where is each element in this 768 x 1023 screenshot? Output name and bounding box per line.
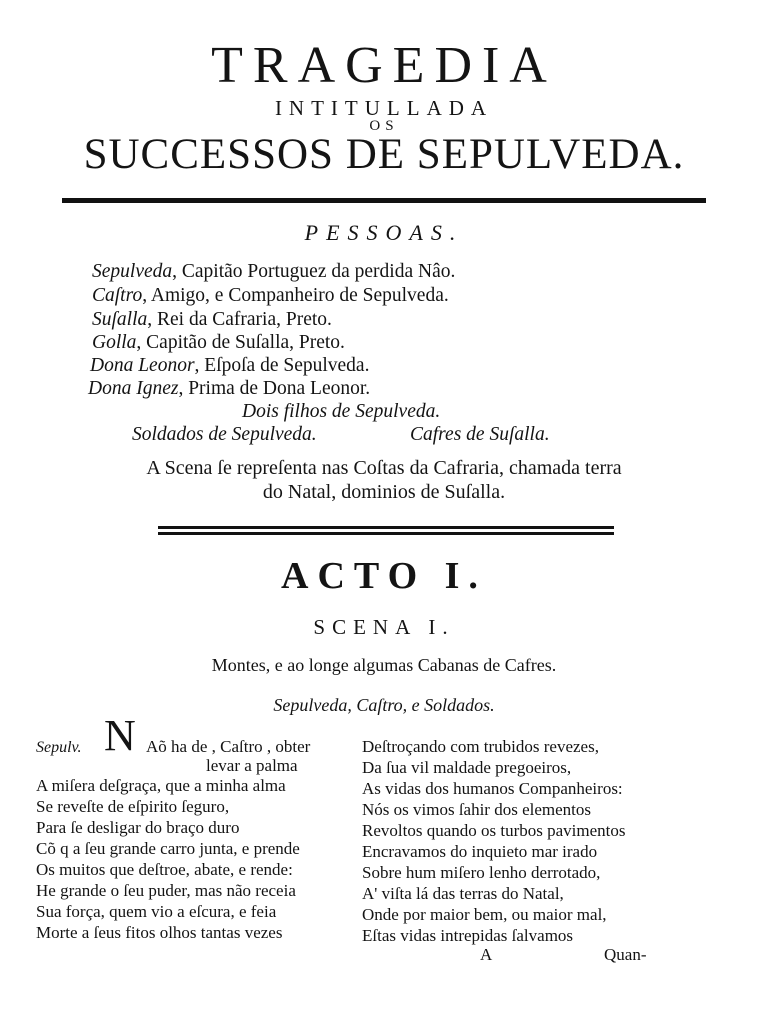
signature-mark: A <box>480 945 493 964</box>
catchword: Quan- <box>604 945 647 964</box>
scene-title: SCENA I. <box>313 615 455 639</box>
cast-line-4 <box>92 331 345 354</box>
cast-soldiers: Soldados de Sepulveda. <box>132 424 317 445</box>
cast-name: Suſalla <box>92 309 148 330</box>
verse-left-1: Aõ ha de , Caſtro , obter <box>146 737 311 756</box>
section-rule-bottom <box>158 532 614 535</box>
cast-line-6 <box>88 377 370 400</box>
verse-left-7: Os muitos que deſtroe, abate, e rende: <box>36 860 293 879</box>
cast-desc: , Prima de Dona Leonor. <box>178 378 371 399</box>
verse-left-3: A miſera deſgraça, que a minha alma <box>36 776 286 795</box>
main-title: SUCCESSOS DE SEPULVEDA. <box>83 131 685 178</box>
verse-right-9: Onde por maior bem, ou maior mal, <box>362 905 607 924</box>
verse-left-8: He grande o ſeu puder, mas não receia <box>36 881 296 900</box>
speaker-label: Sepulv. <box>36 739 82 756</box>
cast-desc: , Rei da Cafraria, Preto. <box>147 309 332 330</box>
verse-left-6: Cõ q a ſeu grande carro junta, e prende <box>36 839 300 858</box>
cast-name: Golla <box>92 332 137 353</box>
verse-right-6: Encravamos do inquieto mar irado <box>362 842 598 861</box>
cast-desc: , Amigo, e Companheiro de Sepulveda. <box>142 285 449 306</box>
title-article: OS <box>369 118 399 134</box>
cast-sons: Dois filhos de Sepulveda. <box>242 401 441 422</box>
title: TRAGEDIA <box>211 37 557 94</box>
drop-cap: N <box>104 711 136 760</box>
verse-right-10: Eſtas vidas intrepidas ſalvamos <box>362 926 574 945</box>
section-rule-top <box>158 526 614 529</box>
verse-left-4: Se reveſte de eſpirito ſeguro, <box>36 797 230 816</box>
verse-left-10: Morte a ſeus fitos olhos tantas vezes <box>36 923 283 942</box>
cast-name: Dona Ignez <box>88 378 179 399</box>
cast-line-2 <box>92 284 449 307</box>
cast-name: Sepulveda <box>92 261 173 282</box>
subtitle: INTITULLADA <box>274 96 494 120</box>
verse-right-3: As vidas dos humanos Companheiros: <box>362 779 623 798</box>
act-title: ACTO I. <box>281 555 487 597</box>
cast-name: Caſtro <box>92 285 143 306</box>
scene-setting: Montes, e ao longe algumas Cabanas de Cafres. <box>211 655 557 675</box>
verse-right-7: Sobre hum miſero lenho derrotado, <box>362 863 601 882</box>
verse-left-5: Para ſe desligar do braço duro <box>36 818 240 837</box>
verse-right-1: Deſtroçando com trubidos revezes, <box>362 737 599 756</box>
pessoas-heading: PESSOAS. <box>304 220 464 245</box>
cast-line-1 <box>92 260 455 283</box>
verse-left-2: levar a palma <box>206 756 298 775</box>
title-rule <box>62 198 706 203</box>
cast-line-3 <box>92 308 332 331</box>
verse-right-5: Revoltos quando os turbos pavimentos <box>362 821 626 840</box>
cast-line-5 <box>90 354 369 377</box>
scene-description-line-1: A Scena ſe repreſenta nas Coſtas da Cafraria, chamada terra <box>146 457 622 479</box>
cast-kaffirs: Cafres de Suſalla. <box>410 424 550 445</box>
cast-desc: , Capitão de Suſalla, Preto. <box>136 332 345 353</box>
verse-right-4: Nós os vimos ſahir dos elementos <box>362 800 592 819</box>
cast-desc: , Capitão Portuguez da perdida Nâo. <box>172 261 456 282</box>
verse-right-8: A' viſta lá das terras do Natal, <box>362 884 564 903</box>
scene-description-line-2: do Natal, dominios de Suſalla. <box>262 481 506 503</box>
cast-desc: , Eſpoſa de Sepulveda. <box>194 355 370 376</box>
scene-speakers: Sepulveda, Caſtro, e Soldados. <box>273 695 495 715</box>
cast-name: Dona Leonor <box>90 355 195 376</box>
verse-right-2: Da ſua vil maldade pregoeiros, <box>362 758 572 777</box>
verse-left-9: Sua força, quem vio a eſcura, e feia <box>36 902 277 921</box>
